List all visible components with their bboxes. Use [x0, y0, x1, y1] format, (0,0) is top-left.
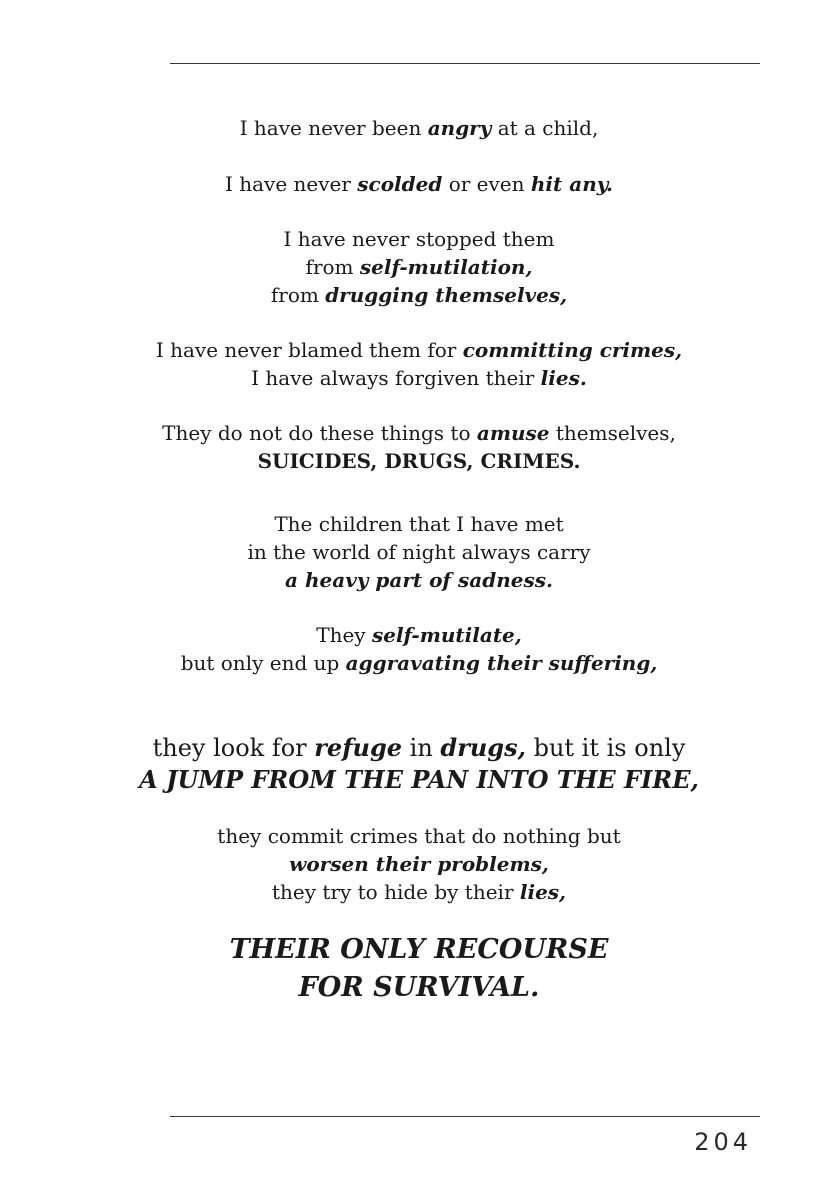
poem-line: I have never blamed them for committing crimes,: [155, 338, 683, 362]
poem-line: FOR SURVIVAL.: [298, 972, 540, 1003]
poem-line: I have never stopped them: [283, 227, 555, 251]
poem-line: I have always forgiven their lies.: [251, 366, 587, 390]
poem-line: I have never scolded or even hit any.: [224, 172, 614, 196]
poem-line: in the world of night always carry: [247, 540, 591, 564]
poem-line: from self-mutilation,: [305, 255, 533, 279]
bottom-rule: [170, 1116, 760, 1117]
poem-line: worsen their problems,: [289, 852, 549, 876]
poem-line: they look for refuge in drugs, but it is only: [152, 733, 686, 762]
poem-line: They do not do these things to amuse themselves,: [162, 421, 676, 445]
poem-line: The children that I have met: [274, 512, 564, 536]
poem-line: but only end up aggravating their suffering,: [180, 651, 658, 675]
poem-line: They self-mutilate,: [316, 623, 522, 647]
top-rule: [170, 63, 760, 64]
poem-line: THEIR ONLY RECOURSE: [229, 934, 609, 965]
poem-line: A JUMP FROM THE PAN INTO THE FIRE,: [139, 765, 699, 794]
poem-line: they commit crimes that do nothing but: [217, 824, 621, 848]
poem-line: I have never been angry at a child,: [239, 116, 599, 140]
poem-line: SUICIDES, DRUGS, CRIMES.: [257, 449, 581, 473]
poem-line: from drugging themselves,: [270, 283, 568, 307]
poem-line: they try to hide by their lies,: [271, 880, 567, 904]
poem-line: a heavy part of sadness.: [285, 568, 553, 592]
page-number: 204: [694, 1128, 752, 1156]
